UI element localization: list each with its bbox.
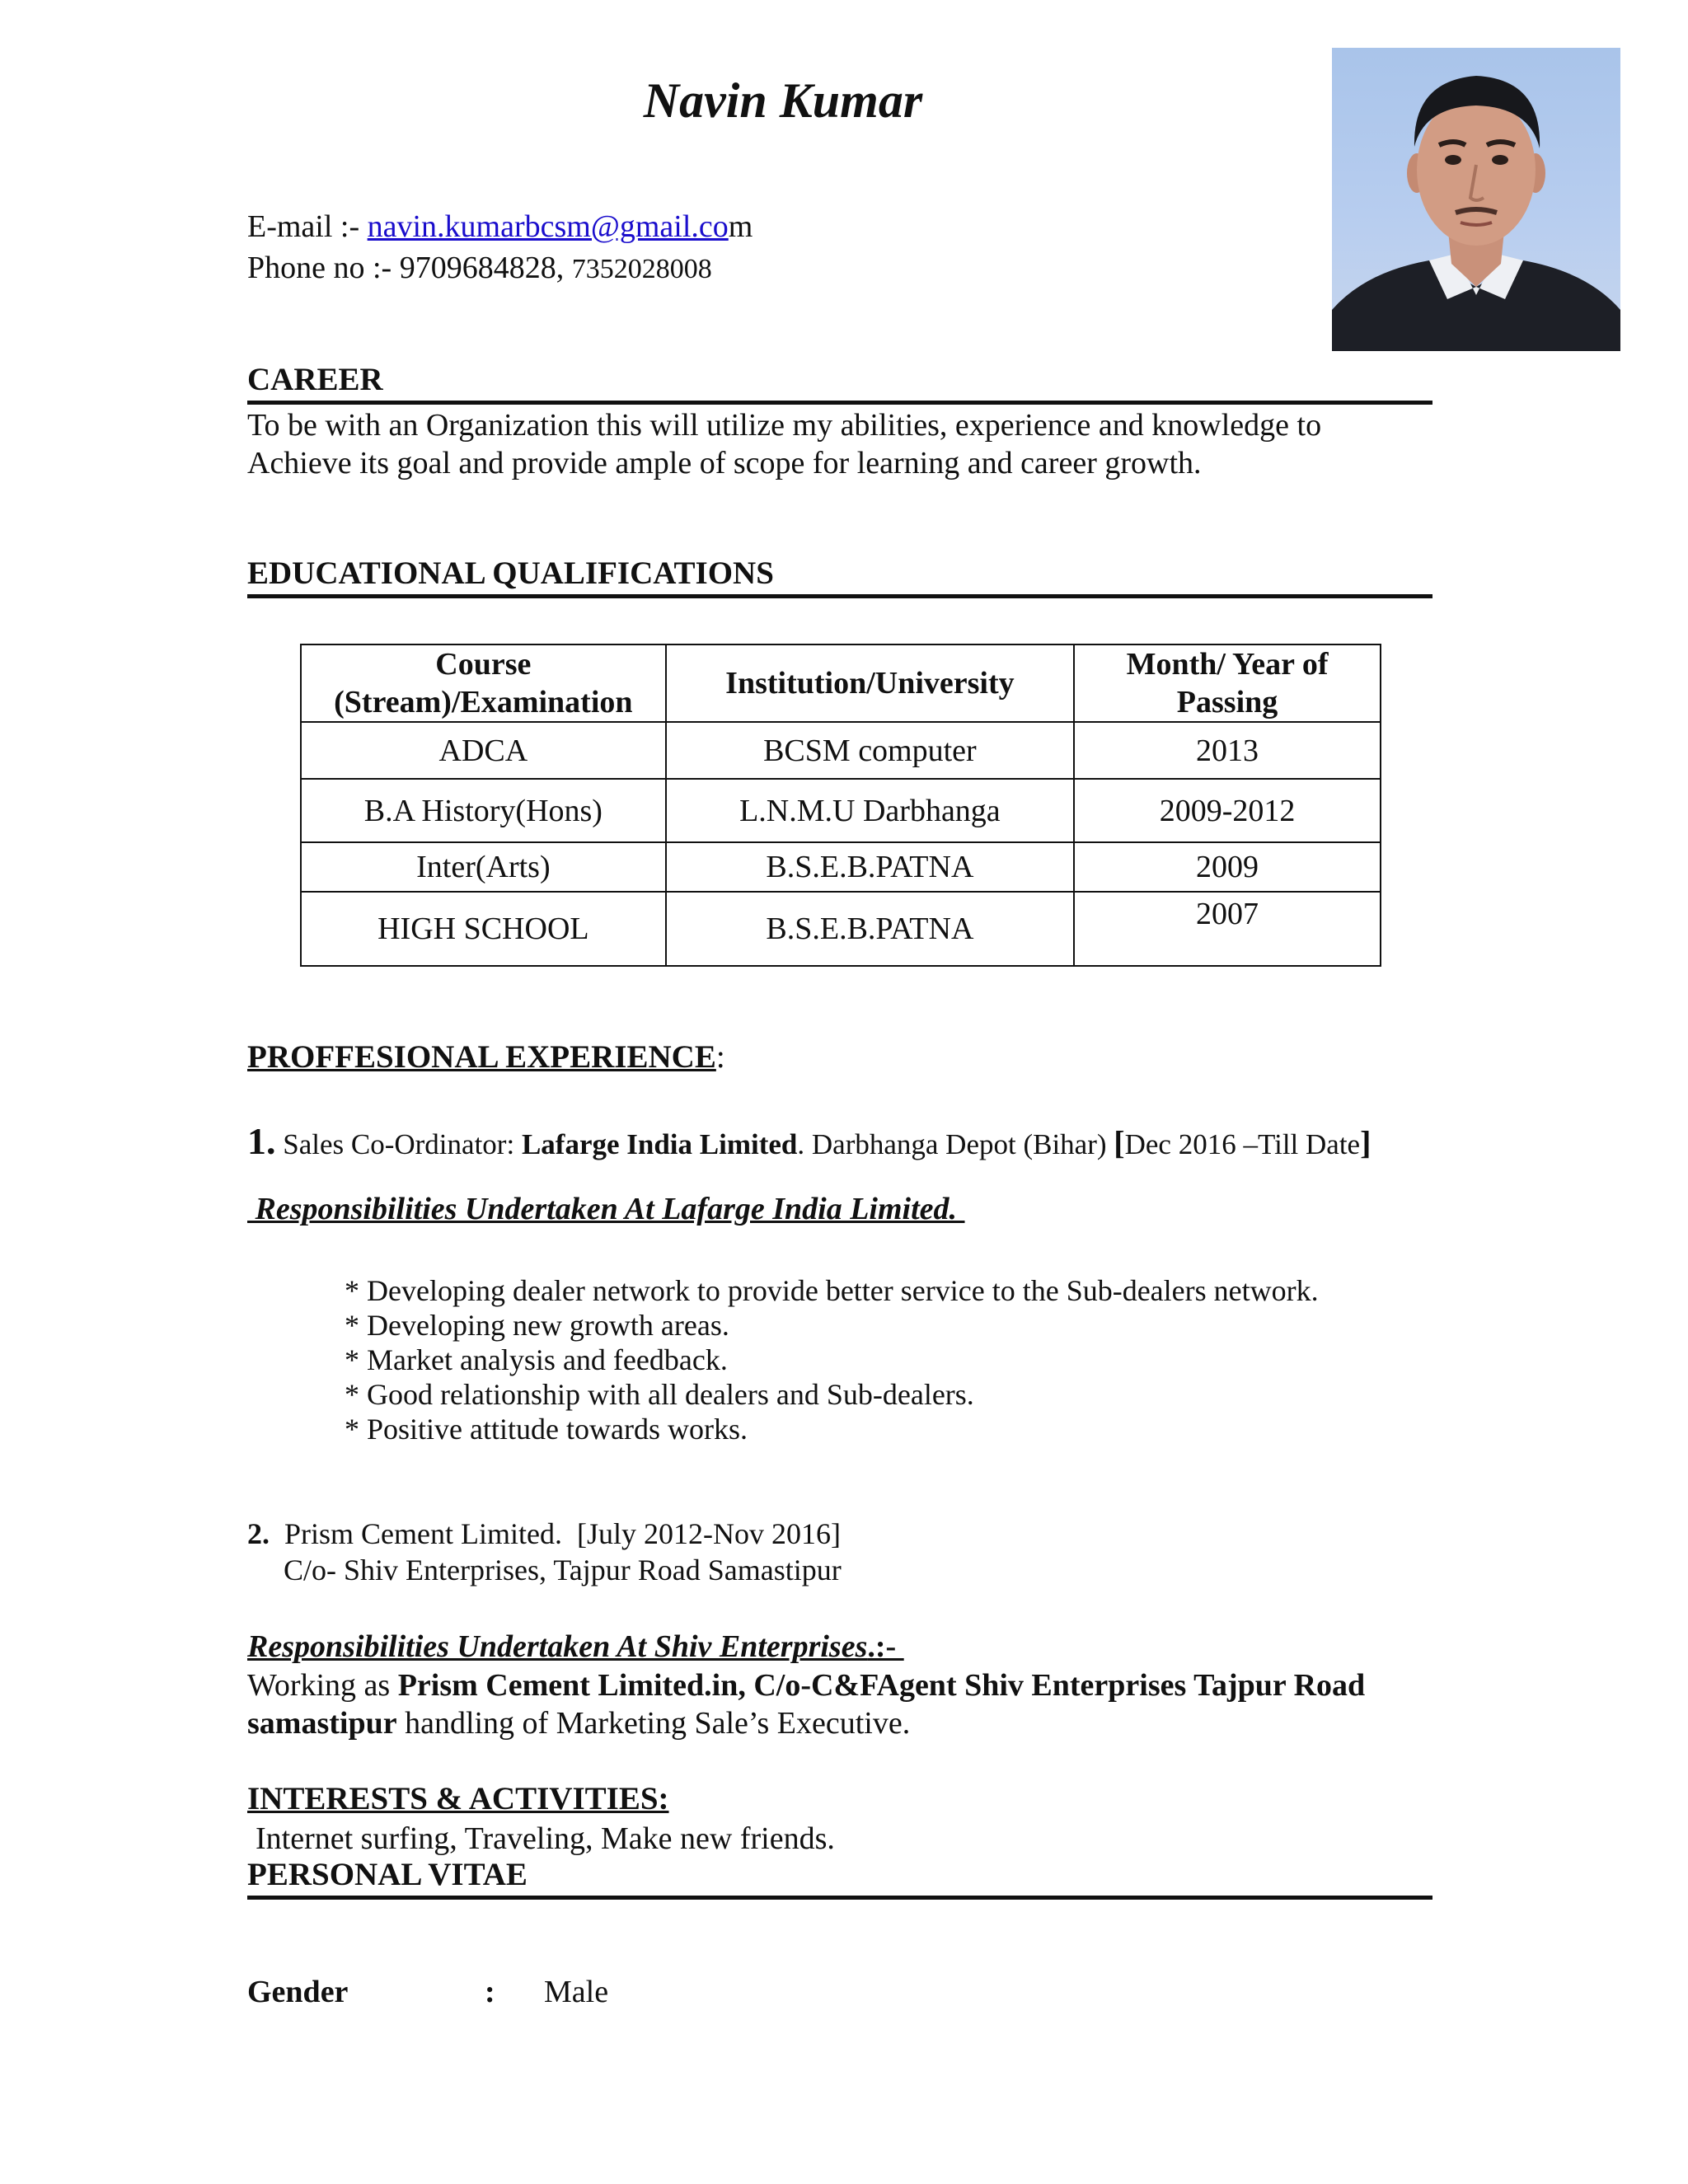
career-heading: CAREER (247, 361, 1432, 405)
cell-institution: BCSM computer (666, 722, 1074, 779)
list-item: * Good relationship with all dealers and Sub-dealers. (345, 1378, 974, 1411)
job-1-location: . Darbhanga Depot (Bihar) (797, 1128, 1114, 1160)
list-item: * Positive attitude towards works. (345, 1413, 748, 1446)
job-2-desc-bold-1: Prism Cement Limited.in, C/o-C&FAgent Shiv Enterprises Tajpur Road (397, 1668, 1366, 1703)
job-1-responsibilities-list (345, 1273, 1319, 1446)
header-course (301, 644, 666, 722)
experience-heading-text: PROFFESIONAL EXPERIENCE (247, 1039, 716, 1075)
job-2-desc-bold-2: samastipur (247, 1706, 397, 1741)
job-1-company: Lafarge India Limited (521, 1128, 798, 1160)
cell-course: HIGH SCHOOL (301, 892, 666, 966)
job-1-bracket-close: ] (1360, 1124, 1372, 1161)
job-2-line-1 (247, 1516, 841, 1551)
phone-label: Phone no :- (247, 251, 400, 285)
header-institution: Institution/University (666, 644, 1074, 722)
list-item: * Developing dealer network to provide better service to the Sub-dealers network. (345, 1274, 1319, 1307)
header-course-line-1: Course (435, 647, 532, 682)
header-course-line-2: (Stream)/Examination (334, 685, 633, 719)
phone-line (247, 247, 712, 290)
cell-institution: B.S.E.B.PATNA (666, 892, 1074, 966)
job-1-bracket-open: [ (1114, 1124, 1125, 1161)
list-item: * Market analysis and feedback. (345, 1343, 728, 1376)
cell-year: 2009-2012 (1074, 779, 1381, 842)
cell-year: 2013 (1074, 722, 1381, 779)
phone-primary: 9709684828, (399, 251, 572, 285)
email-tail: m (728, 209, 753, 244)
job-2-resp-suffix: .:- (867, 1629, 904, 1664)
job-1-role: Sales Co-Ordinator: (275, 1128, 522, 1160)
gender-label: Gender (247, 1975, 349, 2009)
career-line-1: To be with an Organization this will utilize my abilities, experience and knowledge to (247, 408, 1322, 443)
interests-heading (247, 1780, 669, 1817)
experience-heading (247, 1038, 725, 1076)
profile-photo (1332, 48, 1620, 351)
job-2-responsibilities-heading (247, 1629, 904, 1665)
personal-heading: PERSONAL VITAE (247, 1856, 1432, 1900)
interests-heading-text: INTERESTS & ACTIVITIES: (247, 1781, 669, 1816)
header-year-line-2: Passing (1176, 685, 1278, 719)
table-row (301, 892, 1381, 966)
cell-year: 2009 (1074, 842, 1381, 892)
cell-course: B.A History(Hons) (301, 779, 666, 842)
job-2-desc-prefix: Working as (247, 1668, 398, 1703)
list-item: * Developing new growth areas. (345, 1309, 729, 1342)
career-line-2: Achieve its goal and provide ample of scope for learning and career growth. (247, 446, 1202, 480)
table-row (301, 722, 1381, 779)
experience-heading-colon: : (715, 1039, 725, 1075)
job-1-responsibilities-heading: Responsibilities Undertaken At Lafarge India Limited. (247, 1192, 965, 1226)
job-2-resp-title: Responsibilities Undertaken At Shiv Enterprises (247, 1629, 868, 1664)
cell-course: Inter(Arts) (301, 842, 666, 892)
phone-secondary: 7352028008 (571, 254, 712, 284)
gender-separator: : (485, 1975, 495, 2009)
job-1-period: Dec 2016 –Till Date (1124, 1128, 1361, 1160)
email-line (247, 206, 753, 247)
education-table-header (301, 644, 1381, 722)
table-row (301, 842, 1381, 892)
cell-course: ADCA (301, 722, 666, 779)
interests-text: Internet surfing, Traveling, Make new friends. (256, 1821, 835, 1856)
cell-institution: L.N.M.U Darbhanga (666, 779, 1074, 842)
table-row (301, 779, 1381, 842)
job-2-description (247, 1666, 1434, 1742)
candidate-name: Navin Kumar (643, 73, 923, 128)
education-table (300, 644, 1381, 967)
job-2-desc-tail: handling of Marketing Sale’s Executive. (396, 1706, 911, 1741)
education-heading: EDUCATIONAL QUALIFICATIONS (247, 555, 1432, 598)
email-link[interactable]: navin.kumarbcsm@gmail.co (367, 209, 729, 244)
profile-photo-illustration (1332, 48, 1620, 351)
job-1-number: 1. (247, 1120, 276, 1162)
job-2-title: Prism Cement Limited. [July 2012-Nov 2016] (270, 1517, 841, 1550)
email-label: E-mail :- (247, 209, 368, 244)
gender-value: Male (544, 1975, 609, 2009)
job-2-number: 2. (247, 1517, 270, 1550)
header-year (1074, 644, 1381, 722)
header-year-line-1: Month/ Year of (1126, 647, 1329, 682)
cell-institution: B.S.E.B.PATNA (666, 842, 1074, 892)
job-2-line-2: C/o- Shiv Enterprises, Tajpur Road Samastipur (284, 1554, 842, 1586)
cell-year: 2007 (1074, 892, 1381, 966)
job-1-line (247, 1119, 1371, 1163)
